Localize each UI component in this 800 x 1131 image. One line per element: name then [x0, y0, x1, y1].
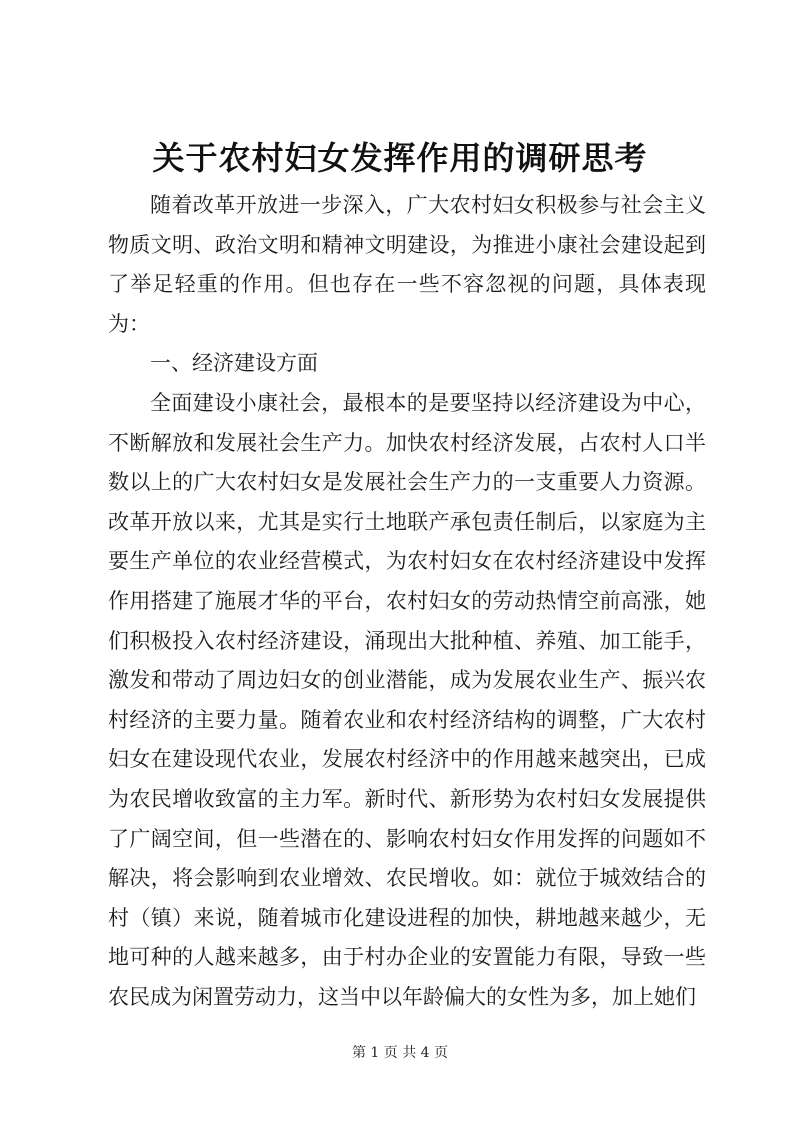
paragraph-intro: 随着改革开放进一步深入，广大农村妇女积极参与社会主义物质文明、政治文明和精神文明建设，为推进小康社会建设起到了举足轻重的作用。但也存在一些不容忽视的问题，具体表现为：	[108, 193, 706, 336]
page-footer: 第 1 页 共 4 页	[351, 1045, 449, 1061]
section-heading-economy: 一、经济建设方面	[150, 351, 318, 376]
document-body	[108, 186, 706, 1017]
document-title: 关于农村妇女发挥作用的调研思考	[152, 139, 648, 177]
paragraph-economy: 全面建设小康社会，最根本的是要坚持以经济建设为中心，不断解放和发展社会生产力。加快农村经济发展，占农村人口半数以上的广大农村妇女是发展社会生产力的一支重要人力资源。改革开放以来，尤其是实行土地联产承包责任制后，以家庭为主要生产单位的农业经营模式，为农村妇女在农村经济建设中发挥作用搭建了施展才华的平台，农村妇女的劳动热情空前高涨，她们积极投入农村经济建设，涌现出大批种植、养殖、加工能手，激发和带动了周边妇女的创业潜能，成为发展农业生产、振兴农村经济的主要力量。随着农业和农村经济结构的调整，广大农村妇女在建设现代农业，发展农村经济中的作用越来越突出，已成为农民增收致富的主力军。新时代、新形势为农村妇女发展提供了广阔空间，但一些潜在的、影响农村妇女作用发挥的问题如不解决，将会影响到农业增效、农民增收。如：就位于城效结合的村（镇）来说，随着城市化建设进程的加快，耕地越来越少，无地可种的人越来越多，由于村办企业的安置能力有限，导致一些农民成为闲置劳动力，这当中以年龄偏大的女性为多，加上她们	[108, 390, 706, 1009]
